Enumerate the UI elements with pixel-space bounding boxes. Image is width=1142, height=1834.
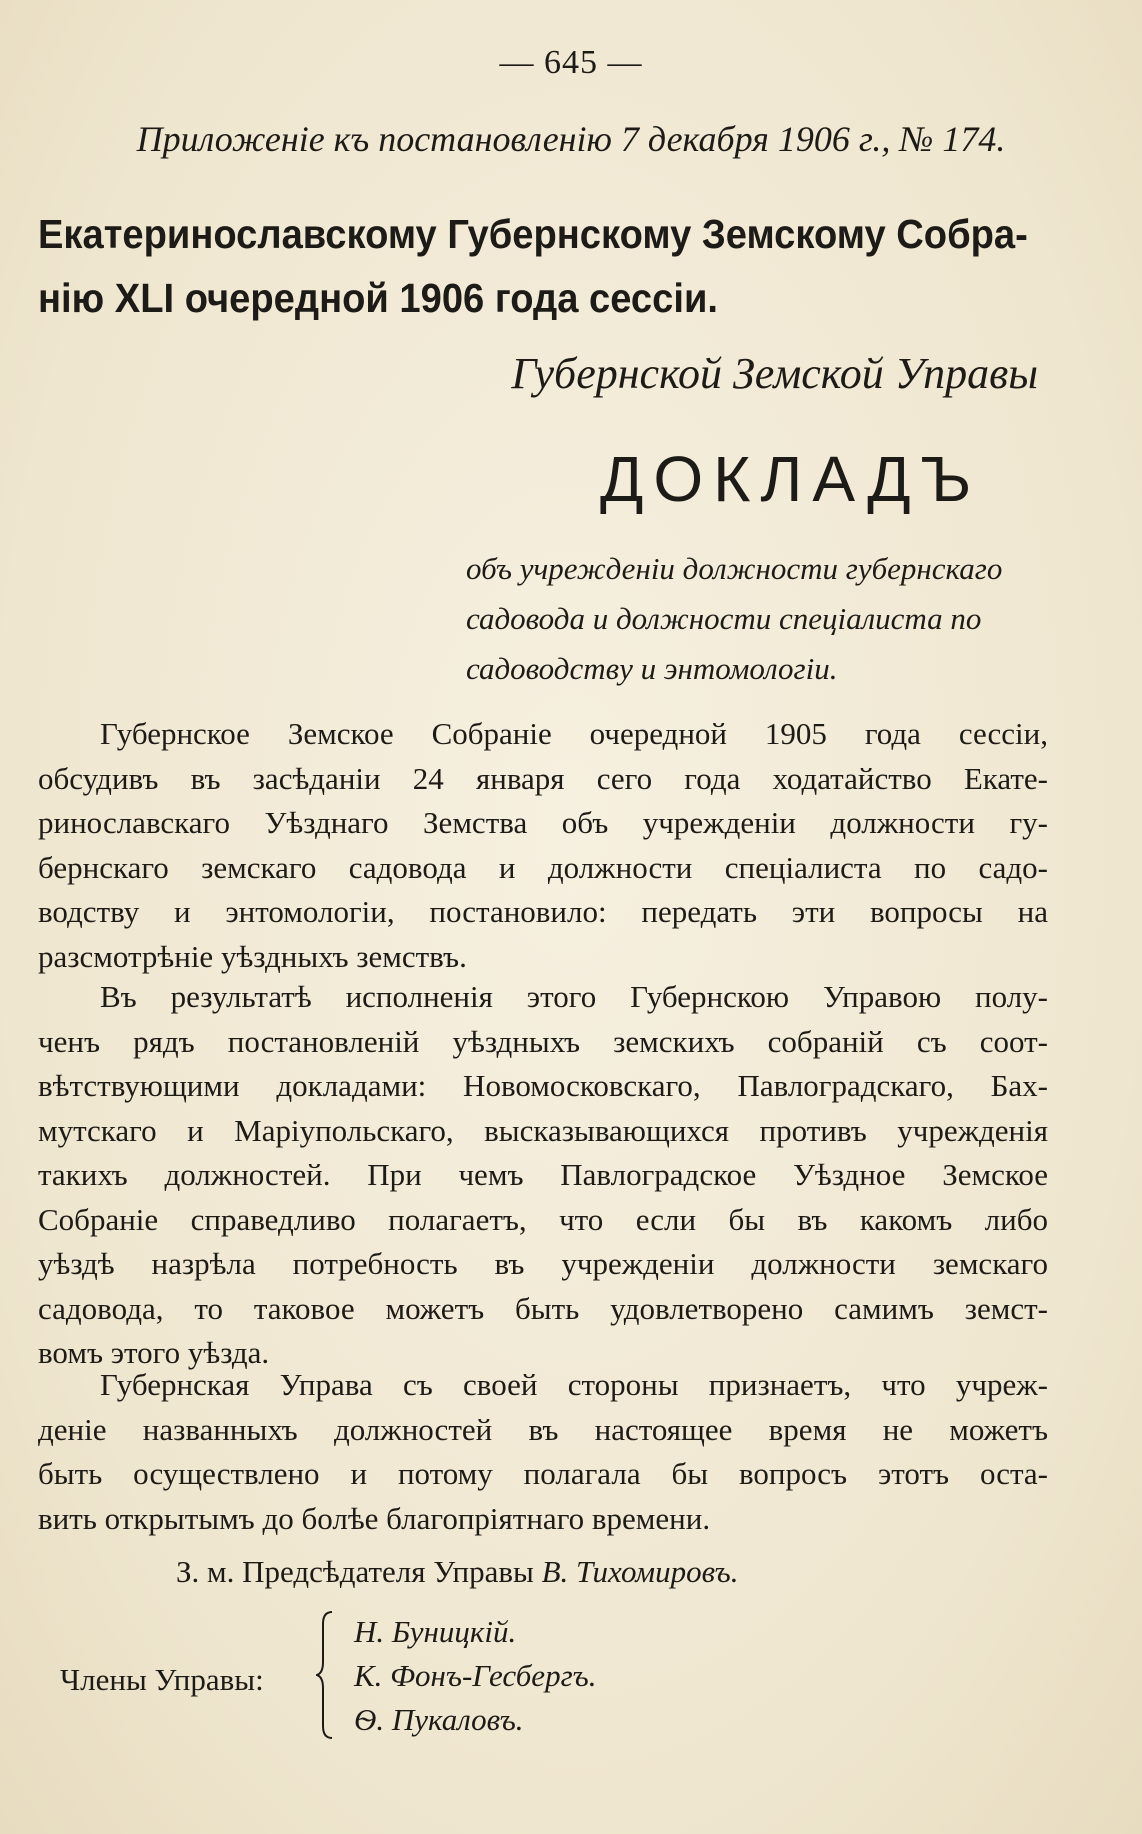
heading-line-1: Екатеринославскому Губернскому Земскому Собра- xyxy=(38,211,1028,257)
report-subject xyxy=(466,544,1066,694)
heading-line-2: нію XLI очередной 1906 года сессіи. xyxy=(38,275,718,321)
signature-name: В. Тихомировъ. xyxy=(541,1554,739,1589)
subject-line-1: объ учрежденіи должности губернскаго xyxy=(466,551,1003,586)
member-name: Ѳ. Пукаловъ. xyxy=(354,1702,524,1737)
member-name: Н. Буницкій. xyxy=(354,1614,517,1649)
signature-title: З. м. Предсѣдателя Управы xyxy=(176,1554,534,1589)
page-number: — 645 — xyxy=(499,44,643,81)
paragraph-line: Собраніе справедливо полагаетъ, что если бы въ какомъ либо xyxy=(38,1201,1048,1237)
paragraph-line: разсмотрѣніе уѣздныхъ земствъ. xyxy=(38,938,467,974)
paragraph-line: садовода, то таковое можетъ быть удовлетворено самимъ земст- xyxy=(38,1290,1048,1326)
member-name: К. Фонъ-Гесбергъ. xyxy=(354,1658,597,1693)
chairman-signature xyxy=(176,1554,738,1590)
subject-line-3: садоводству и энтомологіи. xyxy=(466,651,838,686)
members-list xyxy=(354,1610,597,1742)
paragraph-line: вить открытымъ до болѣе благопріятнаго времени. xyxy=(38,1500,711,1536)
paragraph-2 xyxy=(38,975,1048,1376)
issuing-body: Губернской Земской Управы xyxy=(511,349,1038,398)
paragraph-1 xyxy=(38,712,1048,979)
paragraph-line: Губернская Управа съ своей стороны признаетъ, что учреж- xyxy=(100,1367,1048,1402)
paragraph-line: обсудивъ въ засѣданіи 24 января сего года ходатайство Екате- xyxy=(38,760,1048,796)
paragraph-line: уѣздѣ назрѣла потребность въ учрежденіи должности земскаго xyxy=(38,1246,1048,1281)
paragraph-line: такихъ должностей. При чемъ Павлоградское Уѣздное Земское xyxy=(38,1157,1048,1192)
paragraph-line: Въ результатѣ исполненія этого Губернскою Управою полу- xyxy=(100,979,1048,1014)
members-label: Члены Управы: xyxy=(60,1662,264,1697)
paragraph-line: вомъ этого уѣзда. xyxy=(38,1335,270,1370)
paragraph-line: мутскаго и Маріупольскаго, высказывающихся противъ учрежденія xyxy=(38,1112,1048,1148)
paragraph-line: Губернское Земское Собраніе очередной 1905 года сессіи, xyxy=(100,716,1048,751)
paragraph-line: деніе названныхъ должностей въ настоящее время не можетъ xyxy=(38,1411,1048,1447)
paragraph-3 xyxy=(38,1363,1048,1541)
paragraph-line: вѣтствующими докладами: Новомосковскаго, Павлоградскаго, Бах- xyxy=(38,1068,1048,1103)
document-title: ДОКЛАДЪ xyxy=(600,443,982,515)
paragraph-line: бернскаго земскаго садовода и должности спеціалиста по садо- xyxy=(38,849,1048,885)
appendix-note: Приложеніе къ постановленію 7 декабря 1906 г., № 174. xyxy=(136,119,1006,159)
paragraph-line: ринославскаго Уѣзднаго Земства объ учрежденіи должности гу- xyxy=(38,805,1048,840)
paragraph-line: водству и энтомологіи, постановило: передать эти вопросы на xyxy=(38,894,1048,929)
paragraph-line: быть осуществлено и потому полагала бы вопросъ этотъ оста- xyxy=(38,1456,1048,1491)
paragraph-line: ченъ рядъ постановленій уѣздныхъ земскихъ собраній съ соот- xyxy=(38,1023,1048,1059)
subject-line-2: садовода и должности спеціалиста по xyxy=(466,601,982,636)
addressee-heading xyxy=(38,202,1028,330)
brace-icon xyxy=(316,1610,334,1740)
